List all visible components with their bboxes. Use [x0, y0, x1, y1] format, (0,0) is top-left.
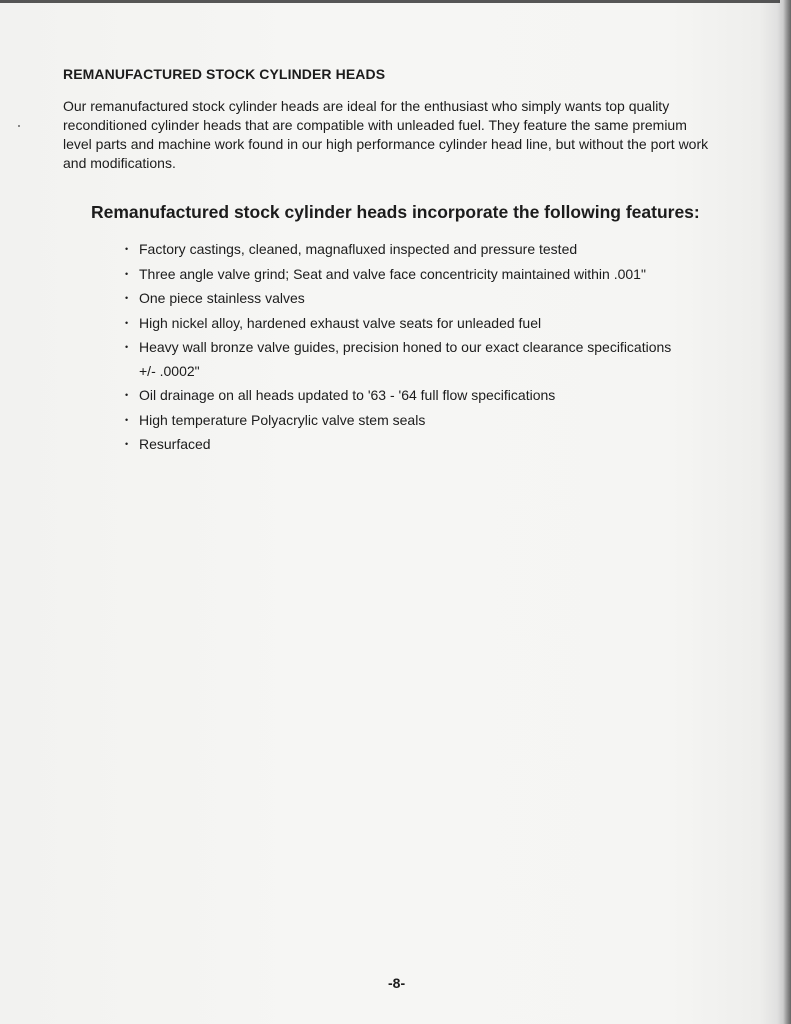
feature-item — [125, 263, 685, 287]
feature-item — [125, 287, 685, 311]
bullet-icon: • — [125, 317, 129, 328]
bullet-icon: • — [125, 293, 129, 303]
feature-item — [125, 409, 685, 433]
feature-item — [125, 238, 685, 262]
features-list — [125, 238, 685, 458]
feature-text: High temperature Polyacrylic valve stem seals — [139, 411, 426, 428]
intro-paragraph: Our remanufactured stock cylinder heads are ideal for the enthusiast who simply wants top quality reconditioned cylinder heads that are compatible with unleaded fuel. They feature the same premium level parts and machine work found in our high performance cylinder head line, but without the port work and modifications. — [63, 98, 709, 171]
feature-text: High nickel alloy, hardened exhaust valve seats for unleaded fuel — [139, 314, 542, 331]
bullet-icon: • — [125, 244, 129, 254]
bullet-icon: • — [125, 390, 129, 400]
bullet-icon: • — [125, 342, 129, 352]
feature-text: One piece stainless valves — [139, 290, 305, 306]
feature-text: Three angle valve grind; Seat and valve face concentricity maintained within .001" — [139, 265, 646, 282]
feature-item — [125, 312, 685, 336]
section-heading: REMANUFACTURED STOCK CYLINDER HEADS — [63, 66, 386, 82]
bullet-icon: • — [125, 439, 129, 449]
features-subheading: Remanufactured stock cylinder heads incorporate the following features: — [91, 202, 700, 222]
feature-text: Resurfaced — [139, 436, 211, 452]
bullet-icon: • — [125, 268, 129, 279]
margin-speck — [18, 125, 20, 127]
top-edge-rule — [0, 0, 780, 3]
feature-text: Oil drainage on all heads updated to '63 - '64 full flow specifications — [139, 387, 556, 403]
feature-item — [125, 433, 685, 457]
page-number: -8- — [388, 975, 406, 991]
feature-text: Heavy wall bronze valve guides, precision honed to our exact clearance specifications +/- .0002" — [139, 339, 672, 379]
feature-text: Factory castings, cleaned, magnafluxed inspected and pressure tested — [139, 241, 578, 257]
feature-item — [125, 384, 685, 408]
bullet-icon: • — [125, 414, 129, 425]
feature-item — [125, 336, 685, 383]
binding-edge-shadow — [777, 0, 791, 1024]
